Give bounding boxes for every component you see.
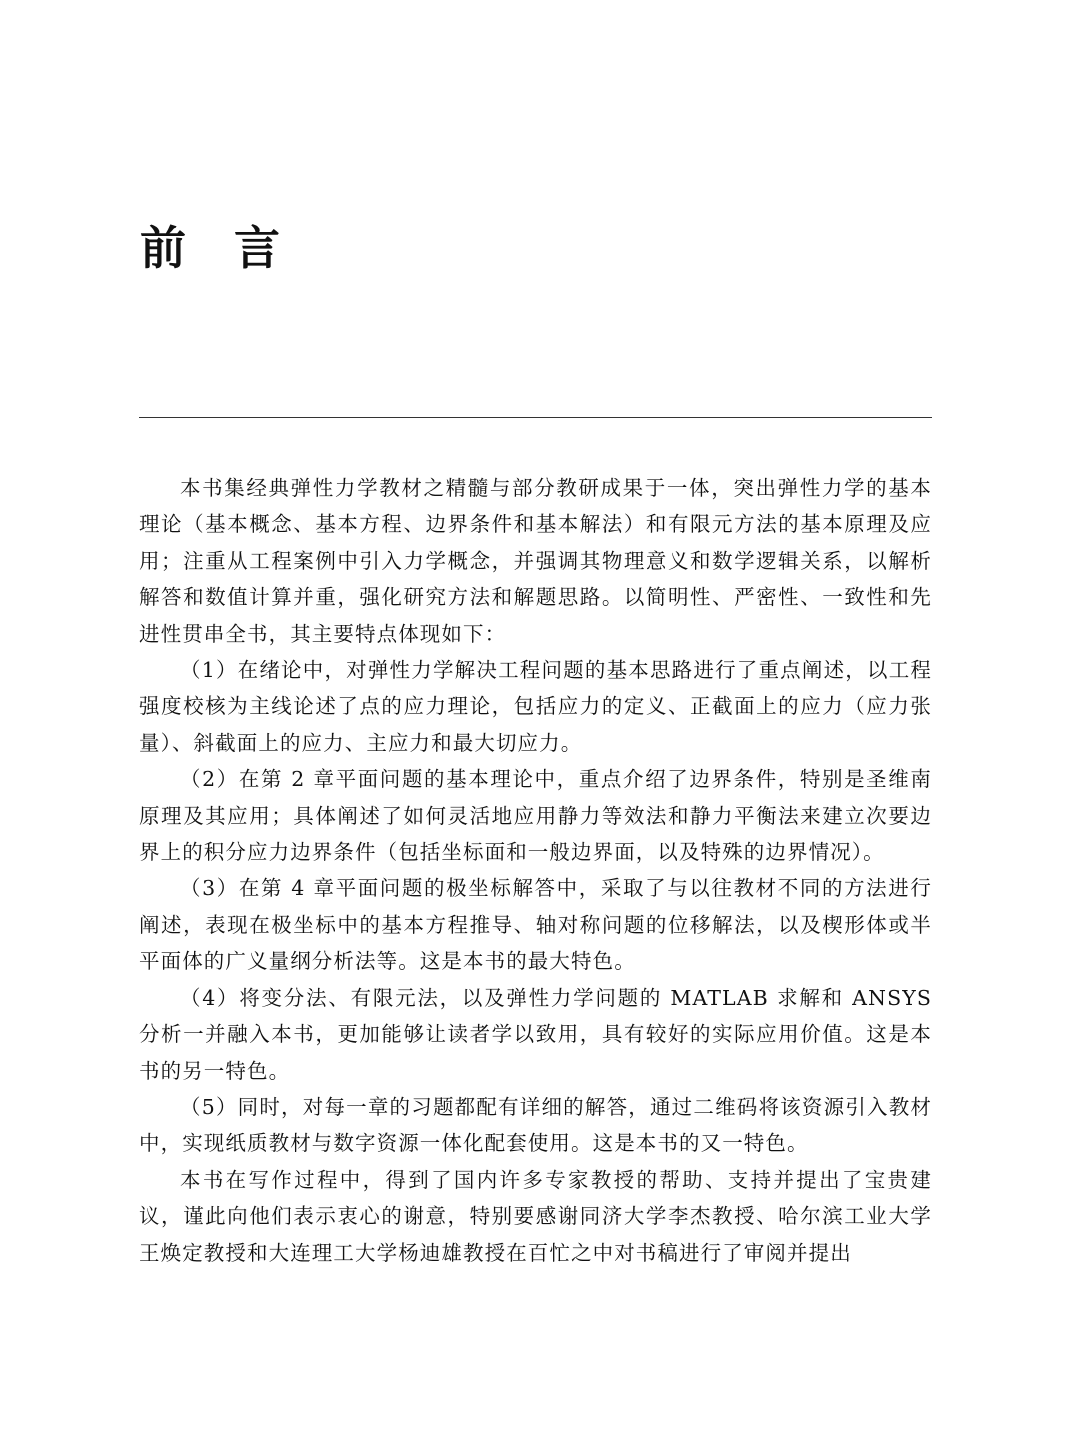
paragraph-intro: 本书集经典弹性力学教材之精髓与部分教研成果于一体，突出弹性力学的基本理论（基本概念、基本方程、边界条件和基本解法）和有限元方法的基本原理及应用；注重从工程案例中引入力学概念，并强调其物理意义和数学逻辑关系，以解析解答和数值计算并重，强化研究方法和解题思路。以简明性、严密性、一致性和先进性贯串全书，其主要特点体现如下： [139,476,932,646]
paragraph-feature-5: （5）同时，对每一章的习题都配有详细的解答，通过二维码将该资源引入教材中，实现纸质教材与数字资源一体化配套使用。这是本书的又一特色。 [139,1094,932,1156]
paragraph-feature-4: （4）将变分法、有限元法，以及弹性力学问题的 MATLAB 求解和 ANSYS 分析一并融入本书，更加能够让读者学以致用，具有较好的实际应用价值。这是本书的另一特色。 [139,985,932,1083]
title-divider [139,417,932,418]
preface-body [139,470,932,1271]
paragraph-feature-1: （1）在绪论中，对弹性力学解决工程问题的基本思路进行了重点阐述，以工程强度校核为主线论述了点的应力理论，包括应力的定义、正截面上的应力（应力张量）、斜截面上的应力、主应力和最大切应力。 [139,658,932,755]
paragraph-acknowledgements: 本书在写作过程中，得到了国内许多专家教授的帮助、支持并提出了宝贵建议，谨此向他们表示衷心的谢意，特别要感谢同济大学李杰教授、哈尔滨工业大学王焕定教授和大连理工大学杨迪雄教授在百忙之中对书稿进行了审阅并提出 [139,1167,932,1265]
page-title: 前言 [140,221,328,275]
paragraph-feature-3: （3）在第 4 章平面问题的极坐标解答中，采取了与以往教材不同的方法进行阐述，表现在极坐标中的基本方程推导、轴对称问题的位移解法，以及楔形体或半平面体的广义量纲分析法等。这是本书的最大特色。 [139,876,932,974]
paragraph-feature-2: （2）在第 2 章平面问题的基本理论中，重点介绍了边界条件，特别是圣维南原理及其应用；具体阐述了如何灵活地应用静力等效法和静力平衡法来建立次要边界上的积分应力边界条件（包括坐标面和一般边界面，以及特殊的边界情况）。 [139,767,932,865]
